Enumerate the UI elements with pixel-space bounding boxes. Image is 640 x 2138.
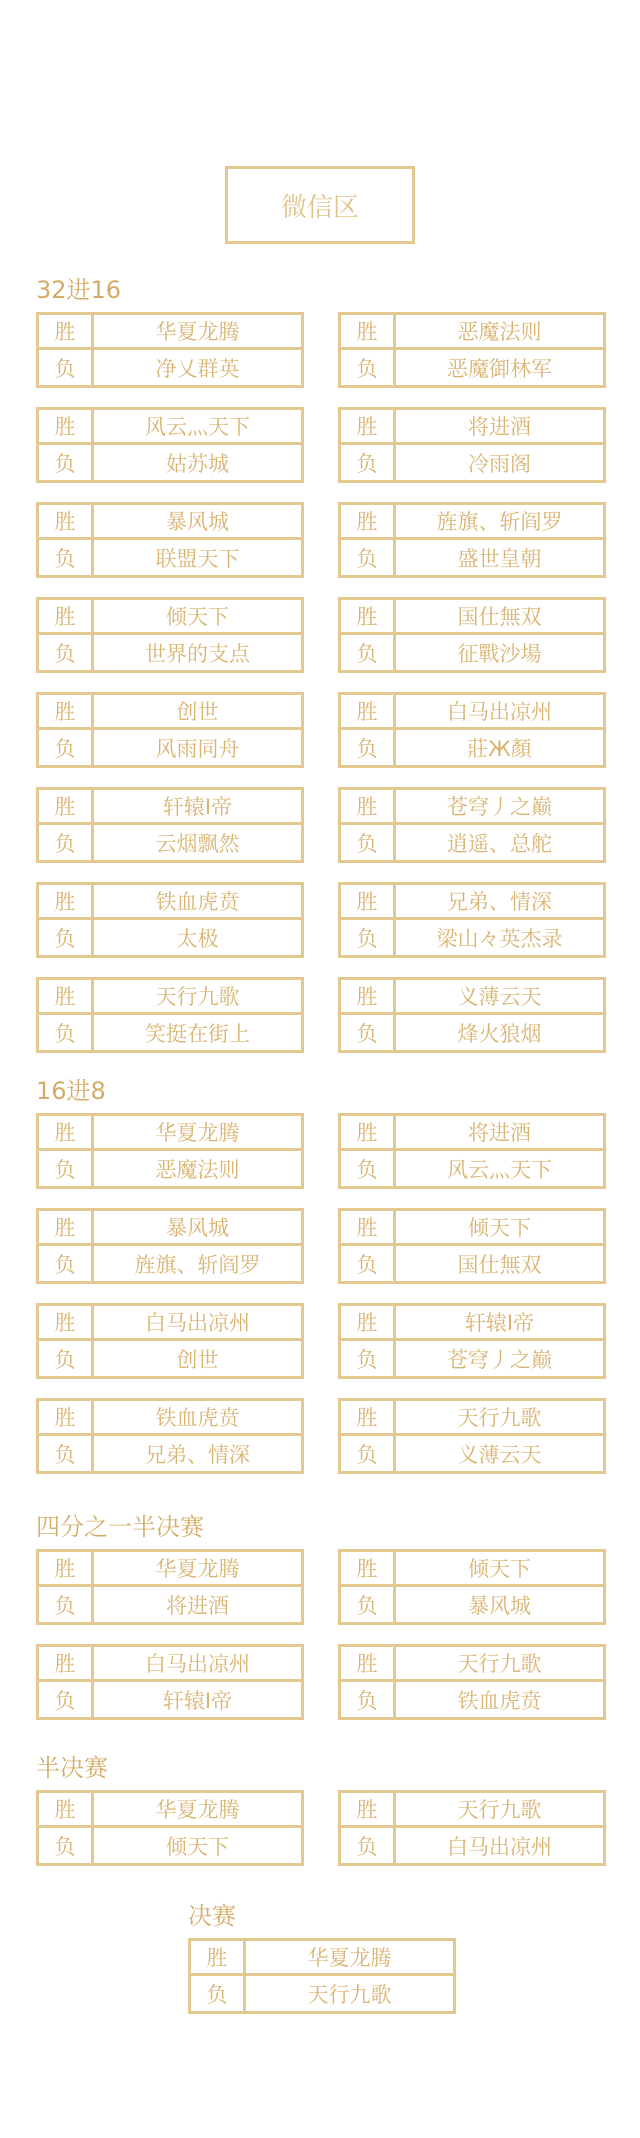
win-label: 胜 [341, 1116, 396, 1151]
win-label: 胜 [341, 980, 396, 1015]
loser-name: 苍穹丿之巅 [447, 1347, 552, 1372]
loser-name: 恶魔御林军 [447, 356, 552, 381]
lose-label: 负 [39, 1246, 94, 1281]
lose-label: 负 [341, 1436, 396, 1471]
loser-name: 倾天下 [166, 1834, 229, 1859]
match-card [338, 597, 606, 673]
winner-name: 倾天下 [94, 600, 301, 635]
loser-name: 国仕無双 [457, 1252, 542, 1277]
lose-label: 负 [341, 1682, 396, 1717]
win-label: 胜 [39, 980, 94, 1015]
lose-label: 负 [341, 920, 396, 955]
loser-name: 铁血虎贲 [457, 1688, 542, 1713]
match-card [36, 1303, 304, 1379]
match-card [36, 977, 304, 1053]
winner-name: 将进酒 [396, 410, 603, 445]
match-card [36, 1208, 304, 1284]
loser-name: 白马出凉州 [447, 1834, 552, 1859]
winner-name: 华夏龙腾 [246, 1941, 453, 1976]
win-label: 胜 [341, 600, 396, 635]
winner-name: 轩辕I帝 [94, 790, 301, 825]
lose-label: 负 [39, 350, 94, 385]
lose-label: 负 [191, 1976, 246, 2011]
winner-name: 国仕無双 [396, 600, 603, 635]
lose-label: 负 [39, 1682, 94, 1717]
winner-name: 旌旗、斩阎罗 [396, 505, 603, 540]
match-card [36, 1644, 304, 1720]
win-label: 胜 [39, 410, 94, 445]
winner-name: 白马出凉州 [94, 1647, 301, 1682]
win-label: 胜 [341, 1401, 396, 1436]
lose-label: 负 [39, 1151, 94, 1186]
winner-name: 华夏龙腾 [94, 1793, 301, 1828]
lose-label: 负 [341, 350, 396, 385]
match-card [338, 1303, 606, 1379]
winner-name: 风云灬天下 [94, 410, 301, 445]
win-label: 胜 [39, 505, 94, 540]
winner-name: 义薄云天 [396, 980, 603, 1015]
match-card [338, 1113, 606, 1189]
winner-name: 兄弟、情深 [396, 885, 603, 920]
loser-name: 逍遥、总舵 [447, 831, 552, 856]
match-card [36, 1398, 304, 1474]
win-label: 胜 [39, 695, 94, 730]
winner-name: 倾天下 [396, 1211, 603, 1246]
lose-label: 负 [39, 920, 94, 955]
winner-name: 天行九歌 [396, 1401, 603, 1436]
winner-name: 华夏龙腾 [94, 1552, 301, 1587]
win-label: 胜 [341, 1306, 396, 1341]
loser-name: 轩辕I帝 [162, 1688, 233, 1713]
loser-name: 风雨同舟 [155, 736, 240, 761]
loser-name: 兄弟、情深 [145, 1442, 250, 1467]
match-card [338, 1549, 606, 1625]
match-card [36, 502, 304, 578]
winner-name: 倾天下 [396, 1552, 603, 1587]
match-card [338, 312, 606, 388]
lose-label: 负 [341, 730, 396, 765]
win-label: 胜 [39, 1647, 94, 1682]
match-card [338, 787, 606, 863]
loser-name: 义薄云天 [457, 1442, 542, 1467]
winner-name: 铁血虎贲 [94, 885, 301, 920]
win-label: 胜 [341, 1793, 396, 1828]
win-label: 胜 [39, 885, 94, 920]
winner-name: 天行九歌 [396, 1647, 603, 1682]
win-label: 胜 [39, 1793, 94, 1828]
win-label: 胜 [341, 505, 396, 540]
winner-name: 白马出凉州 [94, 1306, 301, 1341]
winner-name: 华夏龙腾 [94, 1116, 301, 1151]
match-card [338, 882, 606, 958]
match-card [338, 977, 606, 1053]
lose-label: 负 [341, 540, 396, 575]
winner-name: 苍穹丿之巅 [396, 790, 603, 825]
win-label: 胜 [39, 600, 94, 635]
win-label: 胜 [39, 1116, 94, 1151]
loser-name: 姑苏城 [166, 451, 229, 476]
win-label: 胜 [341, 1647, 396, 1682]
win-label: 胜 [341, 695, 396, 730]
match-card [36, 407, 304, 483]
lose-label: 负 [39, 1828, 94, 1863]
match-card [338, 1398, 606, 1474]
loser-name: 冷雨阁 [468, 451, 531, 476]
match-card [338, 692, 606, 768]
lose-label: 负 [341, 825, 396, 860]
lose-label: 负 [39, 1015, 94, 1050]
win-label: 胜 [341, 790, 396, 825]
lose-label: 负 [341, 635, 396, 670]
match-card [36, 692, 304, 768]
loser-name: 太极 [176, 926, 219, 951]
loser-name: 将进酒 [166, 1593, 229, 1618]
win-label: 胜 [341, 1552, 396, 1587]
lose-label: 负 [341, 445, 396, 480]
match-card [36, 787, 304, 863]
winner-name: 天行九歌 [94, 980, 301, 1015]
win-label: 胜 [39, 1552, 94, 1587]
lose-label: 负 [39, 1436, 94, 1471]
win-label: 胜 [341, 1211, 396, 1246]
lose-label: 负 [39, 825, 94, 860]
lose-label: 负 [341, 1151, 396, 1186]
loser-name: 征戰沙場 [457, 641, 542, 666]
win-label: 胜 [341, 315, 396, 350]
lose-label: 负 [39, 540, 94, 575]
lose-label: 负 [341, 1246, 396, 1281]
lose-label: 负 [39, 445, 94, 480]
winner-name: 轩辕I帝 [396, 1306, 603, 1341]
match-card [36, 1549, 304, 1625]
loser-name: 盛世皇朝 [457, 546, 542, 571]
match-card [36, 312, 304, 388]
lose-label: 负 [341, 1341, 396, 1376]
loser-name: 净乂群英 [155, 356, 240, 381]
loser-name: 梁山々英杰录 [436, 926, 563, 951]
match-card [338, 1208, 606, 1284]
winner-name: 暴风城 [94, 1211, 301, 1246]
loser-name: 联盟天下 [155, 546, 240, 571]
lose-label: 负 [341, 1015, 396, 1050]
winner-name: 华夏龙腾 [94, 315, 301, 350]
match-card [338, 1644, 606, 1720]
match-card [36, 882, 304, 958]
loser-name: 莊Ж顏 [467, 736, 532, 761]
winner-name: 白马出凉州 [396, 695, 603, 730]
winner-name: 暴风城 [94, 505, 301, 540]
winner-name: 铁血虎贲 [94, 1401, 301, 1436]
win-label: 胜 [39, 1211, 94, 1246]
loser-name: 旌旗、斩阎罗 [134, 1252, 261, 1277]
loser-name: 世界的支点 [145, 641, 250, 666]
winner-name: 恶魔法则 [396, 315, 603, 350]
win-label: 胜 [191, 1941, 246, 1976]
loser-name: 风云灬天下 [447, 1157, 552, 1182]
loser-name: 天行九歌 [307, 1982, 392, 2007]
round-title: 决赛 [188, 1902, 236, 1930]
lose-label: 负 [39, 635, 94, 670]
loser-name: 云烟飘然 [155, 831, 240, 856]
lose-label: 负 [39, 730, 94, 765]
round-title: 半决赛 [36, 1754, 108, 1782]
lose-label: 负 [341, 1587, 396, 1622]
loser-name: 烽火狼烟 [457, 1021, 542, 1046]
win-label: 胜 [39, 1306, 94, 1341]
match-card [338, 407, 606, 483]
win-label: 胜 [39, 1401, 94, 1436]
loser-name: 恶魔法则 [155, 1157, 240, 1182]
win-label: 胜 [39, 315, 94, 350]
loser-name: 暴风城 [468, 1593, 531, 1618]
round-title: 四分之一半决赛 [36, 1513, 204, 1541]
match-card [36, 1113, 304, 1189]
winner-name: 天行九歌 [396, 1793, 603, 1828]
win-label: 胜 [39, 790, 94, 825]
round-title: 32进16 [36, 276, 122, 304]
loser-name: 笑挺在街上 [145, 1021, 250, 1046]
win-label: 胜 [341, 885, 396, 920]
match-card [36, 597, 304, 673]
match-card [36, 1790, 304, 1866]
winner-name: 将进酒 [396, 1116, 603, 1151]
page-title: 微信区 [225, 166, 415, 244]
lose-label: 负 [341, 1828, 396, 1863]
match-card [188, 1938, 456, 2014]
lose-label: 负 [39, 1341, 94, 1376]
round-title: 16进8 [36, 1077, 106, 1105]
win-label: 胜 [341, 410, 396, 445]
loser-name: 创世 [176, 1347, 219, 1372]
winner-name: 创世 [94, 695, 301, 730]
match-card [338, 502, 606, 578]
lose-label: 负 [39, 1587, 94, 1622]
match-card [338, 1790, 606, 1866]
